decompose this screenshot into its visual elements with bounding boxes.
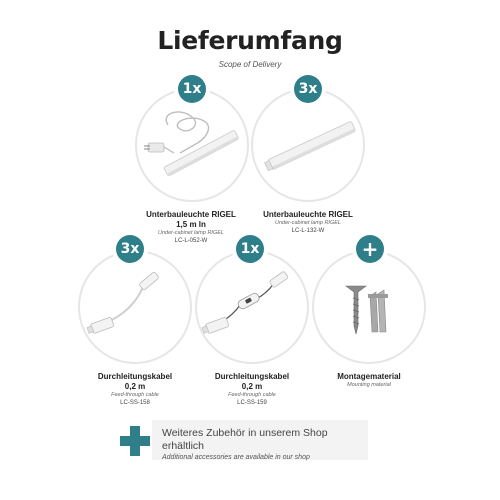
item-name: Unterbauleuchte RIGEL (263, 210, 353, 219)
shop-accessories-banner (152, 420, 368, 460)
screw-and-dowels-icon (340, 282, 400, 338)
quantity-badge: 3x (294, 75, 322, 103)
lamp-with-cable-icon (140, 105, 250, 185)
item-code: LC-SS-159 (237, 400, 267, 406)
item-code: LC-L-132-W (291, 228, 325, 234)
item-subtitle: Under-cabinet lamp RIGEL (158, 230, 224, 236)
page-subtitle: Scope of Delivery (218, 60, 282, 69)
quantity-badge: 1x (236, 235, 264, 263)
plus-icon (118, 424, 152, 458)
feed-through-cable-icon (85, 265, 185, 345)
item-name: Durchleitungskabel (214, 372, 290, 381)
item-name: Durchleitungskabel (97, 372, 173, 381)
item-name: Montagematerial (337, 372, 401, 381)
page-title: Lieferumfang (157, 26, 343, 55)
item-name-length: 1,5 m ln (176, 220, 206, 229)
item-code: LC-SS-158 (120, 400, 150, 406)
lamp-bar-icon (262, 110, 362, 180)
quantity-badge: 1x (178, 75, 206, 103)
item-subtitle: Under-cabinet lamp RIGEL (275, 220, 341, 226)
feed-through-cable-with-switch-icon (200, 265, 300, 345)
plus-badge: + (356, 235, 384, 263)
item-label-lamp-bar (233, 210, 383, 235)
item-subtitle: Mounting material (347, 382, 391, 388)
item-code: LC-L-052-W (174, 238, 208, 244)
item-subtitle: Feed-through cable (111, 392, 159, 398)
item-name: Unterbauleuchte RIGEL (146, 210, 236, 219)
quantity-badge: 3x (116, 235, 144, 263)
footer-line-english: Additional accessories are available in our shop (162, 454, 310, 461)
item-name-length: 0,2 m (124, 382, 146, 391)
item-label-mounting-material (294, 372, 444, 389)
item-name-length: 0,2 m (241, 382, 263, 391)
item-subtitle: Feed-through cable (228, 392, 276, 398)
footer-line-german: Weiteres Zubehör in unserem Shop erhältlich (162, 427, 328, 452)
